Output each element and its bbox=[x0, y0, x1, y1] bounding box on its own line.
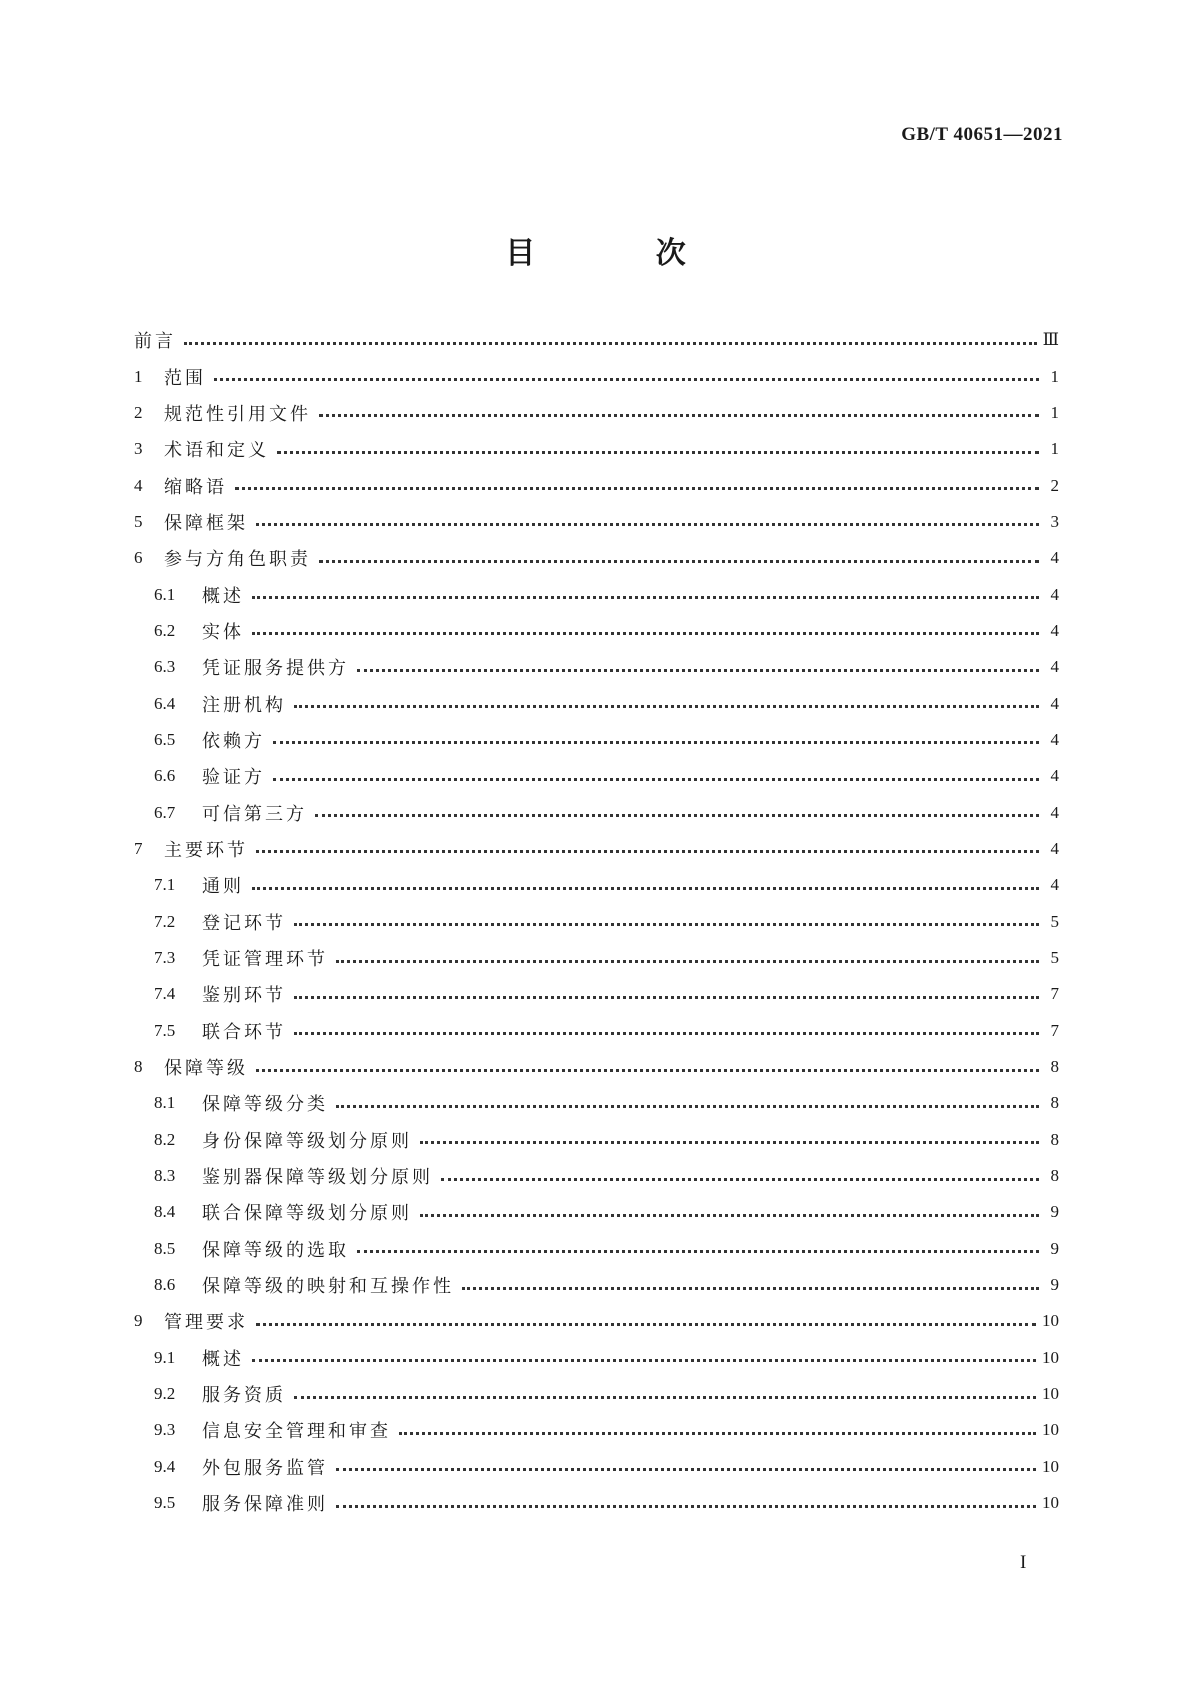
toc-entry-number: 8.5 bbox=[154, 1238, 176, 1258]
toc-entry-title: 保障框架 bbox=[164, 512, 248, 534]
toc-entry-number: 6.1 bbox=[154, 584, 176, 604]
toc-entry[interactable] bbox=[134, 613, 1059, 649]
toc-entry-title: 鉴别环节 bbox=[202, 985, 286, 1007]
toc-dot-leader bbox=[294, 1014, 1039, 1035]
toc-entry-number: 1 bbox=[134, 366, 143, 386]
toc-entry-page: 4 bbox=[1050, 548, 1059, 568]
toc-dot-leader bbox=[357, 1232, 1039, 1253]
toc-entry-number: 9.2 bbox=[154, 1384, 176, 1404]
toc-entry[interactable] bbox=[134, 1231, 1059, 1267]
toc-entry-number: 5 bbox=[134, 511, 143, 531]
toc-entry-number: 6.6 bbox=[154, 766, 176, 786]
toc-entry-title: 保障等级的映射和互操作性 bbox=[202, 1276, 454, 1298]
toc-entry[interactable] bbox=[134, 867, 1059, 903]
toc-dot-leader bbox=[441, 1160, 1039, 1181]
toc-dot-leader bbox=[256, 1305, 1036, 1326]
toc-dot-leader bbox=[319, 542, 1039, 563]
toc-entry-page: 7 bbox=[1050, 1020, 1059, 1040]
toc-dot-leader bbox=[294, 905, 1039, 926]
toc-dot-leader bbox=[277, 433, 1039, 454]
toc-dot-leader bbox=[252, 614, 1039, 635]
toc-entry-number: 9.1 bbox=[154, 1347, 176, 1367]
toc-entry-page: 10 bbox=[1042, 1456, 1059, 1476]
toc-entry[interactable] bbox=[134, 1049, 1059, 1085]
toc-entry-number: 8 bbox=[134, 1057, 143, 1077]
toc-entry[interactable] bbox=[134, 831, 1059, 867]
toc-entry-title: 凭证管理环节 bbox=[202, 949, 328, 971]
page-title: 目 次 bbox=[505, 236, 741, 271]
toc-dot-leader bbox=[214, 360, 1039, 381]
toc-entry-page: 10 bbox=[1042, 1384, 1059, 1404]
toc-entry[interactable] bbox=[134, 540, 1059, 576]
toc-entry-title: 参与方角色职责 bbox=[164, 549, 311, 571]
toc-entry-page: 1 bbox=[1050, 402, 1059, 422]
toc-entry-page: 5 bbox=[1050, 911, 1059, 931]
toc-entry-page: Ⅲ bbox=[1042, 330, 1059, 350]
toc-entry-title: 规范性引用文件 bbox=[164, 403, 311, 425]
toc-entry-page: 9 bbox=[1050, 1202, 1059, 1222]
toc-entry[interactable] bbox=[134, 467, 1059, 503]
toc-entry-title: 范围 bbox=[164, 367, 206, 389]
toc-entry[interactable] bbox=[134, 1085, 1059, 1121]
toc-dot-leader bbox=[319, 396, 1039, 417]
toc-entry-number: 6.4 bbox=[154, 693, 176, 713]
toc-entry-title: 前言 bbox=[134, 331, 176, 353]
table-of-contents bbox=[134, 322, 1059, 1521]
toc-entry-page: 1 bbox=[1050, 439, 1059, 459]
toc-entry-page: 4 bbox=[1050, 584, 1059, 604]
toc-entry[interactable] bbox=[134, 722, 1059, 758]
toc-entry-page: 10 bbox=[1042, 1347, 1059, 1367]
toc-entry[interactable] bbox=[134, 504, 1059, 540]
toc-entry-page: 10 bbox=[1042, 1420, 1059, 1440]
toc-dot-leader bbox=[462, 1269, 1039, 1290]
toc-entry-title: 凭证服务提供方 bbox=[202, 658, 349, 680]
toc-entry-page: 5 bbox=[1050, 948, 1059, 968]
toc-entry-number: 2 bbox=[134, 402, 143, 422]
toc-entry[interactable] bbox=[134, 976, 1059, 1012]
toc-entry-page: 9 bbox=[1050, 1275, 1059, 1295]
toc-dot-leader bbox=[357, 651, 1039, 672]
toc-entry-number: 6 bbox=[134, 548, 143, 568]
toc-entry-page: 4 bbox=[1050, 802, 1059, 822]
toc-entry-title: 可信第三方 bbox=[202, 803, 307, 825]
toc-dot-leader bbox=[273, 723, 1039, 744]
toc-entry-number: 9.4 bbox=[154, 1456, 176, 1476]
toc-entry-title: 保障等级 bbox=[164, 1058, 248, 1080]
toc-entry[interactable] bbox=[134, 649, 1059, 685]
toc-entry[interactable] bbox=[134, 685, 1059, 721]
toc-dot-leader bbox=[235, 469, 1039, 490]
toc-dot-leader bbox=[336, 1487, 1036, 1508]
toc-entry[interactable] bbox=[134, 758, 1059, 794]
toc-dot-leader bbox=[294, 687, 1039, 708]
toc-dot-leader bbox=[256, 832, 1039, 853]
toc-entry-page: 4 bbox=[1050, 838, 1059, 858]
toc-entry[interactable] bbox=[134, 794, 1059, 830]
toc-entry-number: 6.7 bbox=[154, 802, 176, 822]
toc-dot-leader bbox=[294, 978, 1039, 999]
toc-entry-title: 身份保障等级划分原则 bbox=[202, 1130, 412, 1152]
toc-entry[interactable] bbox=[134, 1485, 1059, 1521]
toc-entry-number: 7.4 bbox=[154, 984, 176, 1004]
toc-entry-title: 管理要求 bbox=[164, 1312, 248, 1334]
toc-entry-title: 注册机构 bbox=[202, 694, 286, 716]
toc-entry-page: 4 bbox=[1050, 657, 1059, 677]
toc-entry-title: 概述 bbox=[202, 585, 244, 607]
toc-entry[interactable] bbox=[134, 1303, 1059, 1339]
toc-entry-number: 8.4 bbox=[154, 1202, 176, 1222]
toc-entry[interactable] bbox=[134, 576, 1059, 612]
toc-entry-title: 联合环节 bbox=[202, 1021, 286, 1043]
toc-entry-title: 保障等级分类 bbox=[202, 1094, 328, 1116]
toc-entry-page: 2 bbox=[1050, 475, 1059, 495]
toc-entry-page: 4 bbox=[1050, 766, 1059, 786]
standard-number: GB/T 40651—2021 bbox=[901, 124, 1063, 145]
toc-dot-leader bbox=[256, 1051, 1039, 1072]
toc-dot-leader bbox=[399, 1414, 1036, 1435]
toc-entry-page: 1 bbox=[1050, 366, 1059, 386]
toc-dot-leader bbox=[315, 796, 1039, 817]
toc-entry-number: 7.3 bbox=[154, 948, 176, 968]
toc-dot-leader bbox=[420, 1196, 1039, 1217]
toc-entry[interactable] bbox=[134, 1122, 1059, 1158]
toc-dot-leader bbox=[184, 324, 1037, 345]
toc-entry-number: 9 bbox=[134, 1311, 143, 1331]
toc-entry-title: 依赖方 bbox=[202, 730, 265, 752]
toc-entry-page: 8 bbox=[1050, 1093, 1059, 1113]
toc-entry-page: 4 bbox=[1050, 729, 1059, 749]
toc-entry[interactable] bbox=[134, 940, 1059, 976]
toc-entry-title: 术语和定义 bbox=[164, 440, 269, 462]
toc-dot-leader bbox=[273, 760, 1039, 781]
toc-dot-leader bbox=[336, 1087, 1039, 1108]
toc-entry[interactable] bbox=[134, 1158, 1059, 1194]
toc-entry-number: 7.5 bbox=[154, 1020, 176, 1040]
toc-entry-title: 服务保障准则 bbox=[202, 1494, 328, 1516]
toc-entry[interactable] bbox=[134, 1267, 1059, 1303]
toc-entry-page: 8 bbox=[1050, 1057, 1059, 1077]
toc-entry-title: 鉴别器保障等级划分原则 bbox=[202, 1167, 433, 1189]
toc-entry[interactable] bbox=[134, 358, 1059, 394]
toc-entry-number: 4 bbox=[134, 475, 143, 495]
toc-entry-title: 通则 bbox=[202, 876, 244, 898]
toc-entry-page: 4 bbox=[1050, 620, 1059, 640]
toc-dot-leader bbox=[252, 1341, 1036, 1362]
toc-dot-leader bbox=[336, 1450, 1036, 1471]
toc-entry-title: 登记环节 bbox=[202, 912, 286, 934]
toc-entry-number: 3 bbox=[134, 439, 143, 459]
toc-entry[interactable] bbox=[134, 1449, 1059, 1485]
toc-entry[interactable] bbox=[134, 1376, 1059, 1412]
page-number: I bbox=[1020, 1552, 1027, 1573]
toc-entry-title: 缩略语 bbox=[164, 476, 227, 498]
toc-entry-number: 9.5 bbox=[154, 1493, 176, 1513]
toc-entry-title: 信息安全管理和审查 bbox=[202, 1421, 391, 1443]
toc-dot-leader bbox=[252, 869, 1039, 890]
toc-entry-number: 8.3 bbox=[154, 1166, 176, 1186]
toc-entry-title: 实体 bbox=[202, 621, 244, 643]
toc-entry-page: 7 bbox=[1050, 984, 1059, 1004]
toc-entry-title: 外包服务监管 bbox=[202, 1457, 328, 1479]
toc-entry-title: 验证方 bbox=[202, 767, 265, 789]
toc-entry-number: 7.2 bbox=[154, 911, 176, 931]
toc-entry[interactable] bbox=[134, 1194, 1059, 1230]
toc-entry-title: 概述 bbox=[202, 1348, 244, 1370]
toc-entry[interactable] bbox=[134, 1340, 1059, 1376]
toc-entry[interactable] bbox=[134, 322, 1059, 358]
toc-entry-page: 4 bbox=[1050, 693, 1059, 713]
toc-entry[interactable] bbox=[134, 431, 1059, 467]
toc-entry-number: 8.6 bbox=[154, 1275, 176, 1295]
toc-entry-number: 6.2 bbox=[154, 620, 176, 640]
toc-entry-page: 8 bbox=[1050, 1166, 1059, 1186]
toc-entry-number: 7 bbox=[134, 838, 143, 858]
toc-entry-page: 10 bbox=[1042, 1493, 1059, 1513]
toc-entry[interactable] bbox=[134, 1013, 1059, 1049]
toc-dot-leader bbox=[256, 505, 1039, 526]
toc-entry[interactable] bbox=[134, 904, 1059, 940]
toc-entry-page: 8 bbox=[1050, 1129, 1059, 1149]
toc-entry-page: 9 bbox=[1050, 1238, 1059, 1258]
toc-entry-number: 9.3 bbox=[154, 1420, 176, 1440]
toc-entry-title: 服务资质 bbox=[202, 1385, 286, 1407]
toc-dot-leader bbox=[420, 1123, 1039, 1144]
toc-entry-title: 主要环节 bbox=[164, 839, 248, 861]
toc-entry[interactable] bbox=[134, 395, 1059, 431]
toc-entry[interactable] bbox=[134, 1412, 1059, 1448]
toc-entry-number: 8.2 bbox=[154, 1129, 176, 1149]
toc-entry-page: 3 bbox=[1050, 511, 1059, 531]
toc-entry-number: 6.5 bbox=[154, 729, 176, 749]
toc-entry-title: 联合保障等级划分原则 bbox=[202, 1203, 412, 1225]
toc-entry-page: 4 bbox=[1050, 875, 1059, 895]
toc-entry-number: 7.1 bbox=[154, 875, 176, 895]
toc-entry-number: 6.3 bbox=[154, 657, 176, 677]
toc-dot-leader bbox=[336, 942, 1039, 963]
toc-entry-title: 保障等级的选取 bbox=[202, 1239, 349, 1261]
toc-dot-leader bbox=[294, 1378, 1036, 1399]
toc-dot-leader bbox=[252, 578, 1039, 599]
toc-entry-page: 10 bbox=[1042, 1311, 1059, 1331]
toc-entry-number: 8.1 bbox=[154, 1093, 176, 1113]
